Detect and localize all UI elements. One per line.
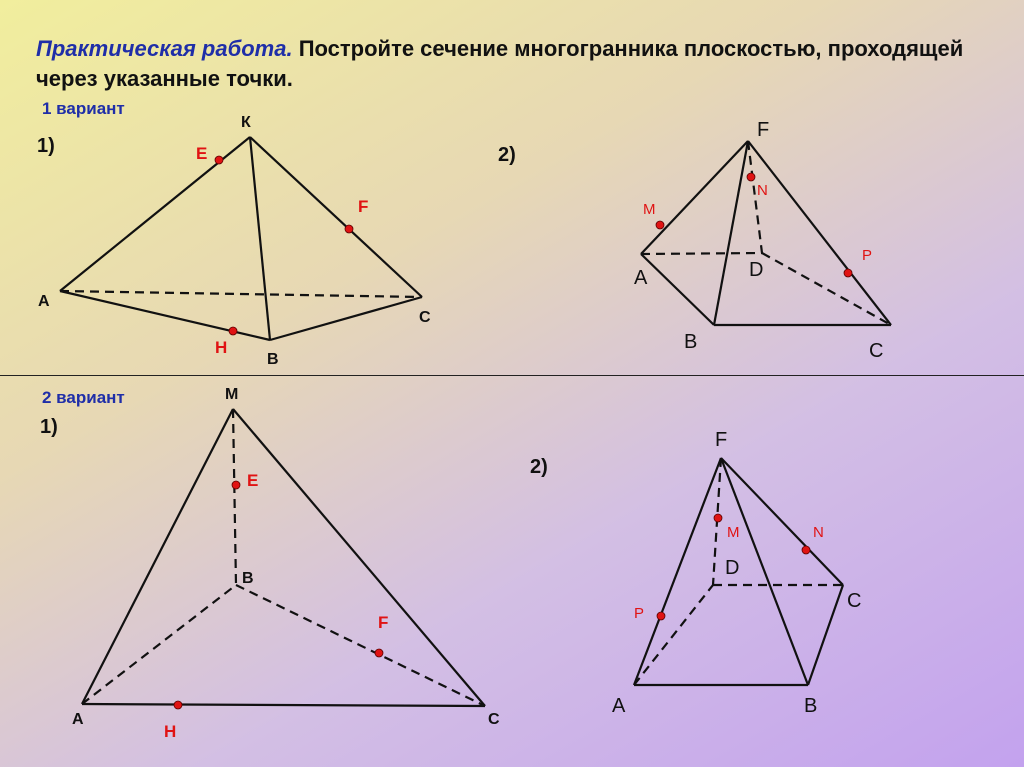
- v2p1-edge-MC: [233, 409, 485, 706]
- v1p1-point-E: [215, 156, 223, 164]
- v2p2-point-M: [714, 514, 722, 522]
- v1p2-vertex-F: F: [757, 119, 770, 141]
- task-title-text: Постройте сечение многогранника плоскостью, проходящей через указанные точки.: [36, 36, 964, 91]
- v1-problem1-number: 1): [37, 135, 55, 157]
- v1p2-vertex-D: D: [749, 259, 764, 281]
- v2p1-point-H: [174, 701, 182, 709]
- v1p1-point-F: [345, 225, 353, 233]
- v1p1-edge-BC: [270, 297, 422, 340]
- v2p1-point-E: [232, 481, 240, 489]
- v1p1-edge-KB: [250, 137, 270, 340]
- v1p1-edge-KC: [250, 137, 422, 297]
- v2p1-edge-AC: [82, 704, 485, 706]
- v1p2-edge-FC: [748, 141, 891, 325]
- v2p1-edge-BC: [236, 585, 485, 706]
- v2p2-vertex-D: D: [725, 557, 740, 579]
- v1p2-edge-AB: [641, 254, 714, 325]
- v1p2-edge-FB: [714, 141, 748, 325]
- v2-problem1-number: 1): [40, 416, 58, 438]
- v1p2-point-M: [656, 221, 664, 229]
- v2p1-vertex-A: А: [72, 711, 84, 728]
- v1p2-vertex-A: A: [634, 267, 648, 289]
- v1p1-vertex-C: С: [419, 309, 431, 326]
- v2p2-point-P-label: P: [634, 605, 645, 622]
- v2p1-point-F-label: F: [378, 613, 389, 632]
- v2p2-edge-BC: [808, 585, 843, 685]
- v1p2-vertex-B: B: [684, 331, 698, 353]
- task-title-italic: Практическая работа.: [36, 36, 293, 61]
- v2p1-point-H-label: Н: [164, 722, 177, 741]
- v2p1-edge-AB: [82, 585, 236, 704]
- v1p2-point-M-label: M: [643, 201, 656, 218]
- v2p1-vertex-M: М: [225, 386, 239, 403]
- v2p2-edge-AD: [634, 585, 713, 685]
- v1p1-point-H: [229, 327, 237, 335]
- v1p1-point-E-label: Е: [196, 144, 208, 163]
- v2p1-vertex-B: В: [242, 570, 254, 587]
- v1p1-vertex-K: К: [241, 114, 251, 131]
- variant-2-label: 2 вариант: [42, 388, 125, 407]
- v2p1-point-E-label: Е: [247, 471, 259, 490]
- v1p2-point-P-label: P: [862, 247, 873, 264]
- v2p1-vertex-C: С: [488, 711, 500, 728]
- v1p1-edge-AB: [60, 291, 270, 340]
- v2p2-vertex-A: A: [612, 695, 626, 717]
- v1p2-edge-FA: [641, 141, 748, 254]
- v1p1-edge-AC: [60, 291, 422, 297]
- v2p1-edge-MA: [82, 409, 233, 704]
- v2p2-point-N-label: N: [813, 524, 824, 541]
- v1p2-vertex-C: C: [869, 340, 884, 362]
- v2p1-point-F: [375, 649, 383, 657]
- v1p2-point-N: [747, 173, 755, 181]
- v1p2-edge-AD: [641, 253, 762, 254]
- v2p2-point-M-label: M: [727, 524, 740, 541]
- v1p2-point-P: [844, 269, 852, 277]
- v2p2-vertex-B: B: [804, 695, 818, 717]
- v2-problem2-number: 2): [530, 456, 548, 478]
- v1-problem2-number: 2): [498, 144, 516, 166]
- variant-1-label: 1 вариант: [42, 99, 125, 118]
- v2p2-vertex-F: F: [715, 429, 728, 451]
- v2p2-vertex-C: C: [847, 590, 862, 612]
- v2p1-edge-MB: [233, 409, 236, 585]
- v2p2-point-P: [657, 612, 665, 620]
- v2p2-point-N: [802, 546, 810, 554]
- v1p2-point-N-label: N: [757, 182, 768, 199]
- v2p2-edge-FA: [634, 458, 721, 685]
- v1p1-point-F-label: F: [358, 197, 369, 216]
- v1p1-vertex-A: А: [38, 293, 50, 310]
- v1p1-point-H-label: Н: [215, 338, 228, 357]
- v1p1-vertex-B: В: [267, 351, 279, 368]
